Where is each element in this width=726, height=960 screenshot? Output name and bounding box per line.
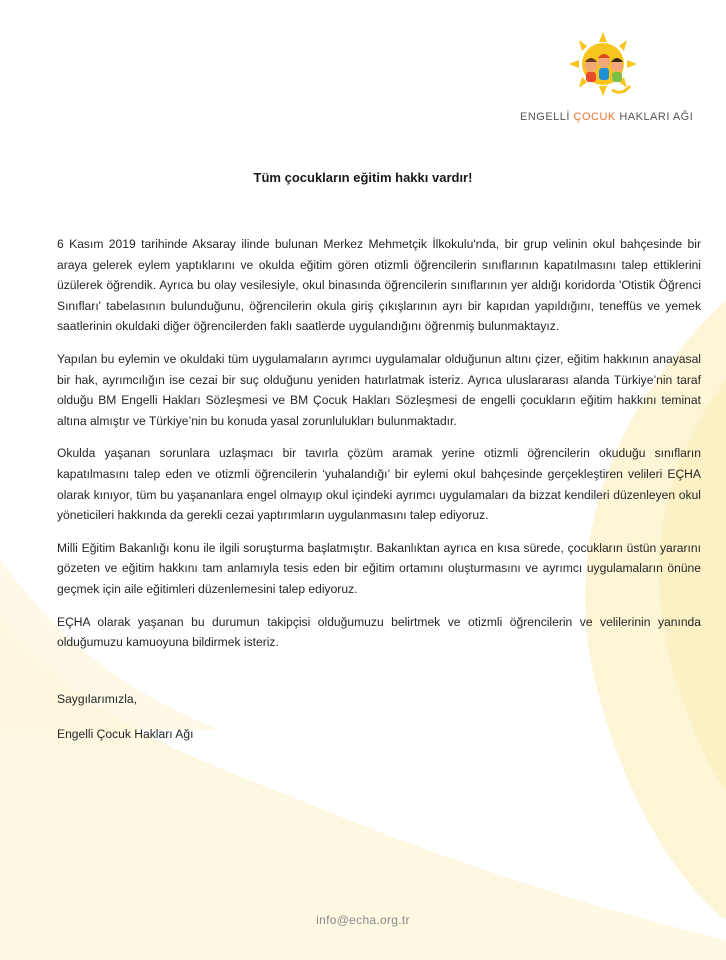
org-name-part3: HAKLARI AĞI <box>615 111 694 123</box>
footer-email: info@echa.org.tr <box>316 913 410 927</box>
paragraph-2: Yapılan bu eylemin ve okuldaki tüm uygulamaların ayrımcı uygulamalar olduğunun altını çizer, eğitim hakkının anayasal bir hak, ayrımcılığın ise cezai bir suç olduğunu yeniden hatırlatmak isteriz. Ayrıca uluslararası alanda Türkiye’nin taraf olduğu BM Engelli Hakları Sözleşmesi ve BM Çocuk Hakları Sözleşmesi de engelli çocukların eğitim hakkını teminat altına almıştır ve Türkiye’nin bu konuda yasal zorunlulukları bulunmaktadır. <box>57 351 701 428</box>
engelli-cocuk-logo-icon <box>560 28 646 108</box>
letter-title: Tüm çocukların eğitim hakkı vardır! <box>253 170 473 185</box>
paragraph-5: EÇHA olarak yaşanan bu durumun takipçisi olduğumuzu belirtmek ve otizmli öğrencilerin ve velilerinin yanında olduğumuzu kamuoyuna bildirmek isteriz. <box>57 614 701 650</box>
paragraph-1: 6 Kasım 2019 tarihinde Aksaray ilinde bulunan Merkez Mehmetçik İlkokulu'nda, bir grup velinin okul bahçesinde bir araya gelerek eylem yaptıklarını ve okulda eğitim gören otizmli öğrencilerin sınıflarının kapatılmasını talep ettiklerini üzülerek öğrendik. Ayrıca bu olay vesilesiyle, okul binasında öğrencilerin sınıflarının yer aldığı koridorda 'Otistik Öğrenci Sınıfları' tabelasının bulunduğunu, öğrencilerin okula giriş çıkışlarının ayrı bir kapıdan yapıldığını, teneffüs ve yemek saatlerinin okuldaki diğer öğrencilerden faklı saatlerde uygulandığını öğrenmiş bulunmaktayız. <box>57 237 701 334</box>
org-name-part1: ENGELLİ <box>520 111 574 123</box>
closing-text: Saygılarımızla, <box>57 692 137 706</box>
paragraph-4: Milli Eğitim Bakanlığı konu ile ilgili soruşturma başlatmıştır. Bakanlıktan ayrıca en kısa sürede, çocukların üstün yararını gözeten ve eğitim hakkını tam anlamıyla tesis eden bir eğitim ortamını oluşturmasını ve ayrımcı uygulamaların önüne geçmek için aile eğitimleri düzenlemesini talep ediyoruz. <box>57 540 701 596</box>
paragraph-3: Okulda yaşanan sorunlara uzlaşmacı bir tavırla çözüm aramak yerine otizmli öğrencilerin okuduğu sınıfların kapatılmasını talep eden ve otizmli öğrencilerin ‘yuhalandığı’ bir eylemi okul bahçesinde gerçekleştiren velileri EÇHA olarak kınıyor, tüm bu yaşananlara engel olmayıp okul içindeki ayrımcı uygulamaları da bizzat kendileri düzenleyen okul yöneticileri hakkında da gerekli cezai yaptırımların uygulanmasını talep ediyoruz. <box>57 446 701 523</box>
signature-text: Engelli Çocuk Hakları Ağı <box>57 727 194 741</box>
letter-body <box>57 234 701 665</box>
org-name-highlight: ÇOCUK <box>573 111 616 123</box>
organization-name <box>520 111 700 123</box>
